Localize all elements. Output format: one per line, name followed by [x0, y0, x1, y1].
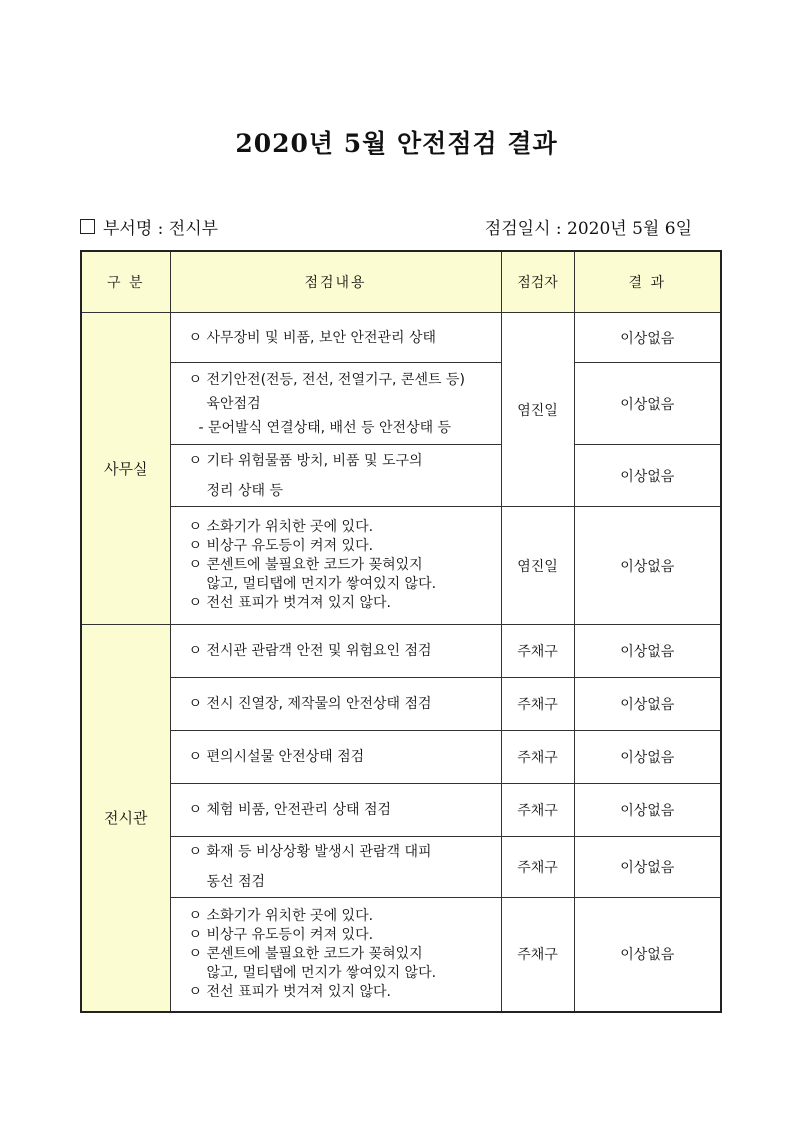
- content-cell: [170, 731, 501, 784]
- inspector-cell: 염진일: [501, 313, 574, 507]
- header-result: 결 과: [574, 251, 721, 313]
- category-office: 사무실: [81, 313, 170, 625]
- inspector-cell: 주채구: [501, 837, 574, 898]
- table-row: [81, 678, 721, 731]
- content-cell: [170, 313, 501, 363]
- content-line: 않고, 멀티탭에 먼지가 쌓여있지 않다.: [206, 964, 437, 981]
- table-row: [81, 898, 721, 1012]
- category-hall: 전시관: [81, 625, 170, 1012]
- content-cell: [170, 678, 501, 731]
- content-line: - 문어발식 연결상태, 배선 등 안전상태 등: [198, 419, 452, 436]
- table-row: [81, 784, 721, 837]
- inspector-cell: 주채구: [501, 625, 574, 678]
- inspector-cell: 주채구: [501, 678, 574, 731]
- result-cell: 이상없음: [574, 784, 721, 837]
- header-category: 구 분: [81, 251, 170, 313]
- table-row: [81, 445, 721, 507]
- content-line: 동선 점검: [206, 874, 266, 890]
- content-line: ㅇ 기타 위험물품 방치, 비품 및 도구의: [188, 452, 423, 469]
- result-cell: 이상없음: [574, 898, 721, 1012]
- content-line: ㅇ 체험 비품, 안전관리 상태 점검: [188, 802, 392, 818]
- content-line: ㅇ 화재 등 비상상황 발생시 관람객 대피: [188, 844, 432, 860]
- table-header-row: [81, 251, 721, 313]
- result-cell: 이상없음: [574, 363, 721, 445]
- checkbox-icon: [80, 219, 95, 234]
- result-cell: 이상없음: [574, 445, 721, 507]
- inspector-cell: 주채구: [501, 731, 574, 784]
- content-line: ㅇ 소화기가 위치한 곳에 있다.: [188, 519, 374, 535]
- content-line: 육안점검: [206, 395, 261, 412]
- table-row: [81, 625, 721, 678]
- header-inspector: 점검자: [501, 251, 574, 313]
- content-line: ㅇ 콘센트에 불필요한 코드가 꽂혀있지: [188, 557, 423, 573]
- table-row: [81, 507, 721, 625]
- content-line: ㅇ 비상구 유도등이 켜져 있다.: [188, 926, 374, 943]
- department-block: [80, 214, 218, 239]
- content-line: ㅇ 전선 표피가 벗겨져 있지 않다.: [188, 595, 392, 611]
- content-line: ㅇ 전시 진열장, 제작물의 안전상태 점검: [188, 696, 432, 712]
- meta-line: [80, 214, 720, 242]
- content-cell: [170, 445, 501, 507]
- result-cell: 이상없음: [574, 507, 721, 625]
- table-row: [81, 731, 721, 784]
- table-row: [81, 837, 721, 898]
- result-cell: 이상없음: [574, 837, 721, 898]
- content-cell: [170, 898, 501, 1012]
- table-row: [81, 363, 721, 445]
- content-cell: [170, 363, 501, 445]
- result-cell: 이상없음: [574, 625, 721, 678]
- content-line: ㅇ 전기안전(전등, 전선, 전열기구, 콘센트 등): [188, 371, 465, 388]
- table-row: [81, 313, 721, 363]
- inspection-table: [80, 250, 722, 1013]
- page-title: 2020년 5월 안전점검 결과: [235, 129, 558, 158]
- result-cell: 이상없음: [574, 313, 721, 363]
- result-cell: 이상없음: [574, 731, 721, 784]
- content-line: ㅇ 전선 표피가 벗겨져 있지 않다.: [188, 983, 392, 1000]
- content-line: ㅇ 비상구 유도등이 켜져 있다.: [188, 538, 374, 554]
- result-cell: 이상없음: [574, 678, 721, 731]
- content-line: 정리 상태 등: [206, 482, 284, 499]
- content-line: ㅇ 사무장비 및 비품, 보안 안전관리 상태: [188, 329, 437, 346]
- inspection-date: 점검일시 : 2020년 5월 6일: [484, 219, 692, 239]
- content-line: ㅇ 소화기가 위치한 곳에 있다.: [188, 907, 374, 924]
- department-label: 부서명 : 전시부: [103, 219, 219, 239]
- content-cell: [170, 837, 501, 898]
- content-line: 않고, 멀티탭에 먼지가 쌓여있지 않다.: [206, 576, 437, 592]
- content-line: ㅇ 편의시설물 안전상태 점검: [188, 749, 365, 765]
- content-cell: [170, 507, 501, 625]
- header-content: 점검내용: [170, 251, 501, 313]
- content-line: ㅇ 콘센트에 불필요한 코드가 꽂혀있지: [188, 945, 423, 962]
- content-line: ㅇ 전시관 관람객 안전 및 위험요인 점검: [188, 643, 432, 659]
- content-cell: [170, 784, 501, 837]
- inspector-cell: 주채구: [501, 784, 574, 837]
- content-cell: [170, 625, 501, 678]
- inspector-cell: 염진일: [501, 507, 574, 625]
- inspector-cell: 주채구: [501, 898, 574, 1012]
